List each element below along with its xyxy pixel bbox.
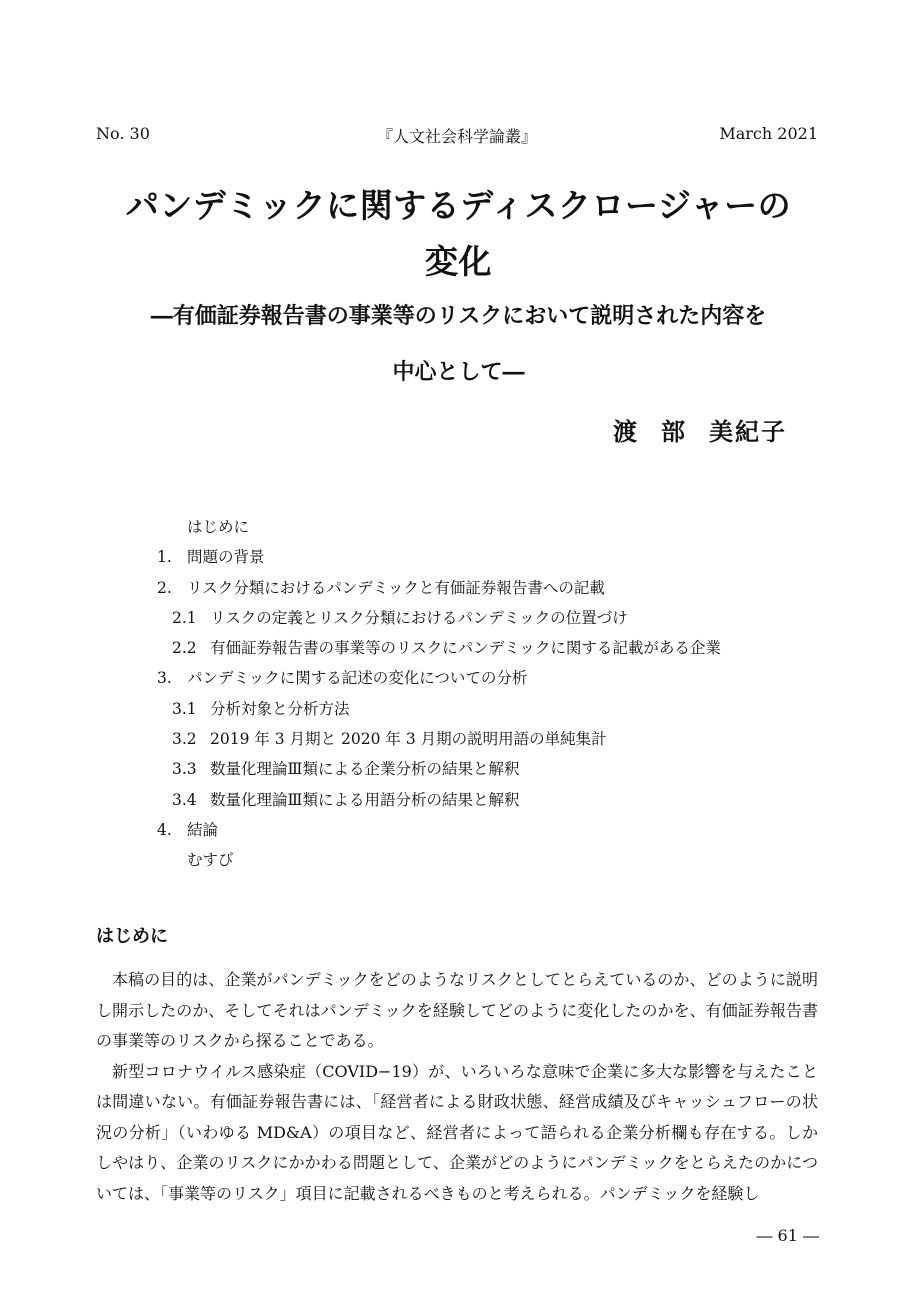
toc-item xyxy=(157,694,797,724)
toc-item-label: 数量化理論Ⅲ類による用語分析の結果と解釈 xyxy=(210,790,520,809)
page-number: ― 61 ― xyxy=(756,1226,819,1245)
toc-item-number: 3.3 xyxy=(172,760,197,779)
toc-item-label: 2019 年 3 月期と 2020 年 3 月期の説明用語の単純集計 xyxy=(210,730,607,749)
toc-item-number: 3.1 xyxy=(172,699,197,718)
running-header xyxy=(96,124,818,148)
toc-item-label: はじめに xyxy=(187,518,250,536)
toc-item xyxy=(157,573,797,603)
author-name xyxy=(613,412,787,447)
toc-item-number: 2. xyxy=(157,578,172,597)
toc-item-number: 3. xyxy=(157,669,172,688)
toc-item xyxy=(157,512,797,542)
toc-item xyxy=(157,603,797,633)
toc-item-label: パンデミックに関する記述の変化についての分析 xyxy=(187,669,528,688)
title-line-1: パンデミックに関するディスクロージャーの xyxy=(125,186,792,225)
table-of-contents xyxy=(157,512,797,876)
journal-name: 『人文社会科学論叢』 xyxy=(376,127,537,146)
toc-item xyxy=(157,633,797,663)
title-line-2: 変化 xyxy=(425,242,492,281)
toc-item-number: 4. xyxy=(157,820,172,839)
issue-number: No. 30 xyxy=(96,124,150,143)
toc-item xyxy=(157,754,797,784)
paragraph: 新型コロナウイルス感染症（COVID−19）が、いろいろな意味で企業に多大な影響を与えたことは間違いない。有価証券報告書には、「経営者による財政状態、経営成績及びキャッシュフローの状況の分析」（いわゆる MD&A）の項目など、経営者によって語られる企業分析欄も存在する。しかしやはり、企業のリスクにかかわる問題として、企業がどのようにパンデミックをとらえたのかについては、「事業等のリスク」項目に記載されるべきものと考えられる。パンデミックを経験し xyxy=(96,1061,818,1203)
section-heading: はじめに xyxy=(96,926,168,947)
toc-item xyxy=(157,724,797,754)
subtitle-line-2: 中心として― xyxy=(392,359,525,385)
toc-item-label: 分析対象と分析方法 xyxy=(210,699,350,718)
toc-item-label: リスク分類におけるパンデミックと有価証券報告書への記載 xyxy=(187,578,605,597)
paper-title xyxy=(60,178,857,290)
author-name-part: 美紀子 xyxy=(709,417,787,446)
toc-item-number: 1. xyxy=(157,548,172,567)
toc-item-label: リスクの定義とリスク分類におけるパンデミックの位置づけ xyxy=(210,608,628,627)
subtitle-line-1: ―有価証券報告書の事業等のリスクにおいて説明された内容を xyxy=(150,303,767,329)
toc-item xyxy=(157,815,797,845)
toc-item-number: 3.4 xyxy=(172,790,197,809)
toc-item-label: 有価証券報告書の事業等のリスクにパンデミックに関する記載がある企業 xyxy=(210,639,721,658)
paper-subtitle xyxy=(70,288,847,400)
issue-date: March 2021 xyxy=(719,124,818,143)
toc-item-label: 結論 xyxy=(187,820,219,839)
body-text xyxy=(96,965,818,1209)
toc-item-label: むすび xyxy=(187,851,234,870)
toc-item xyxy=(157,845,797,875)
toc-item-number: 2.2 xyxy=(172,639,197,658)
toc-item-label: 問題の背景 xyxy=(187,548,265,567)
toc-item xyxy=(157,663,797,693)
author-name-part: 部 xyxy=(661,417,687,446)
toc-item-label: 数量化理論Ⅲ類による企業分析の結果と解釈 xyxy=(210,760,520,779)
toc-item xyxy=(157,785,797,815)
toc-item-number: 2.1 xyxy=(172,608,197,627)
toc-item xyxy=(157,542,797,572)
toc-item-number: 3.2 xyxy=(172,730,197,749)
author-name-part: 渡 xyxy=(613,417,639,446)
paragraph: 本稿の目的は、企業がパンデミックをどのようなリスクとしてとらえているのか、どのように説明し開示したのか、そしてそれはパンデミックを経験してどのように変化したのかを、有価証券報告書の事業等のリスクから探ることである。 xyxy=(96,970,818,1050)
